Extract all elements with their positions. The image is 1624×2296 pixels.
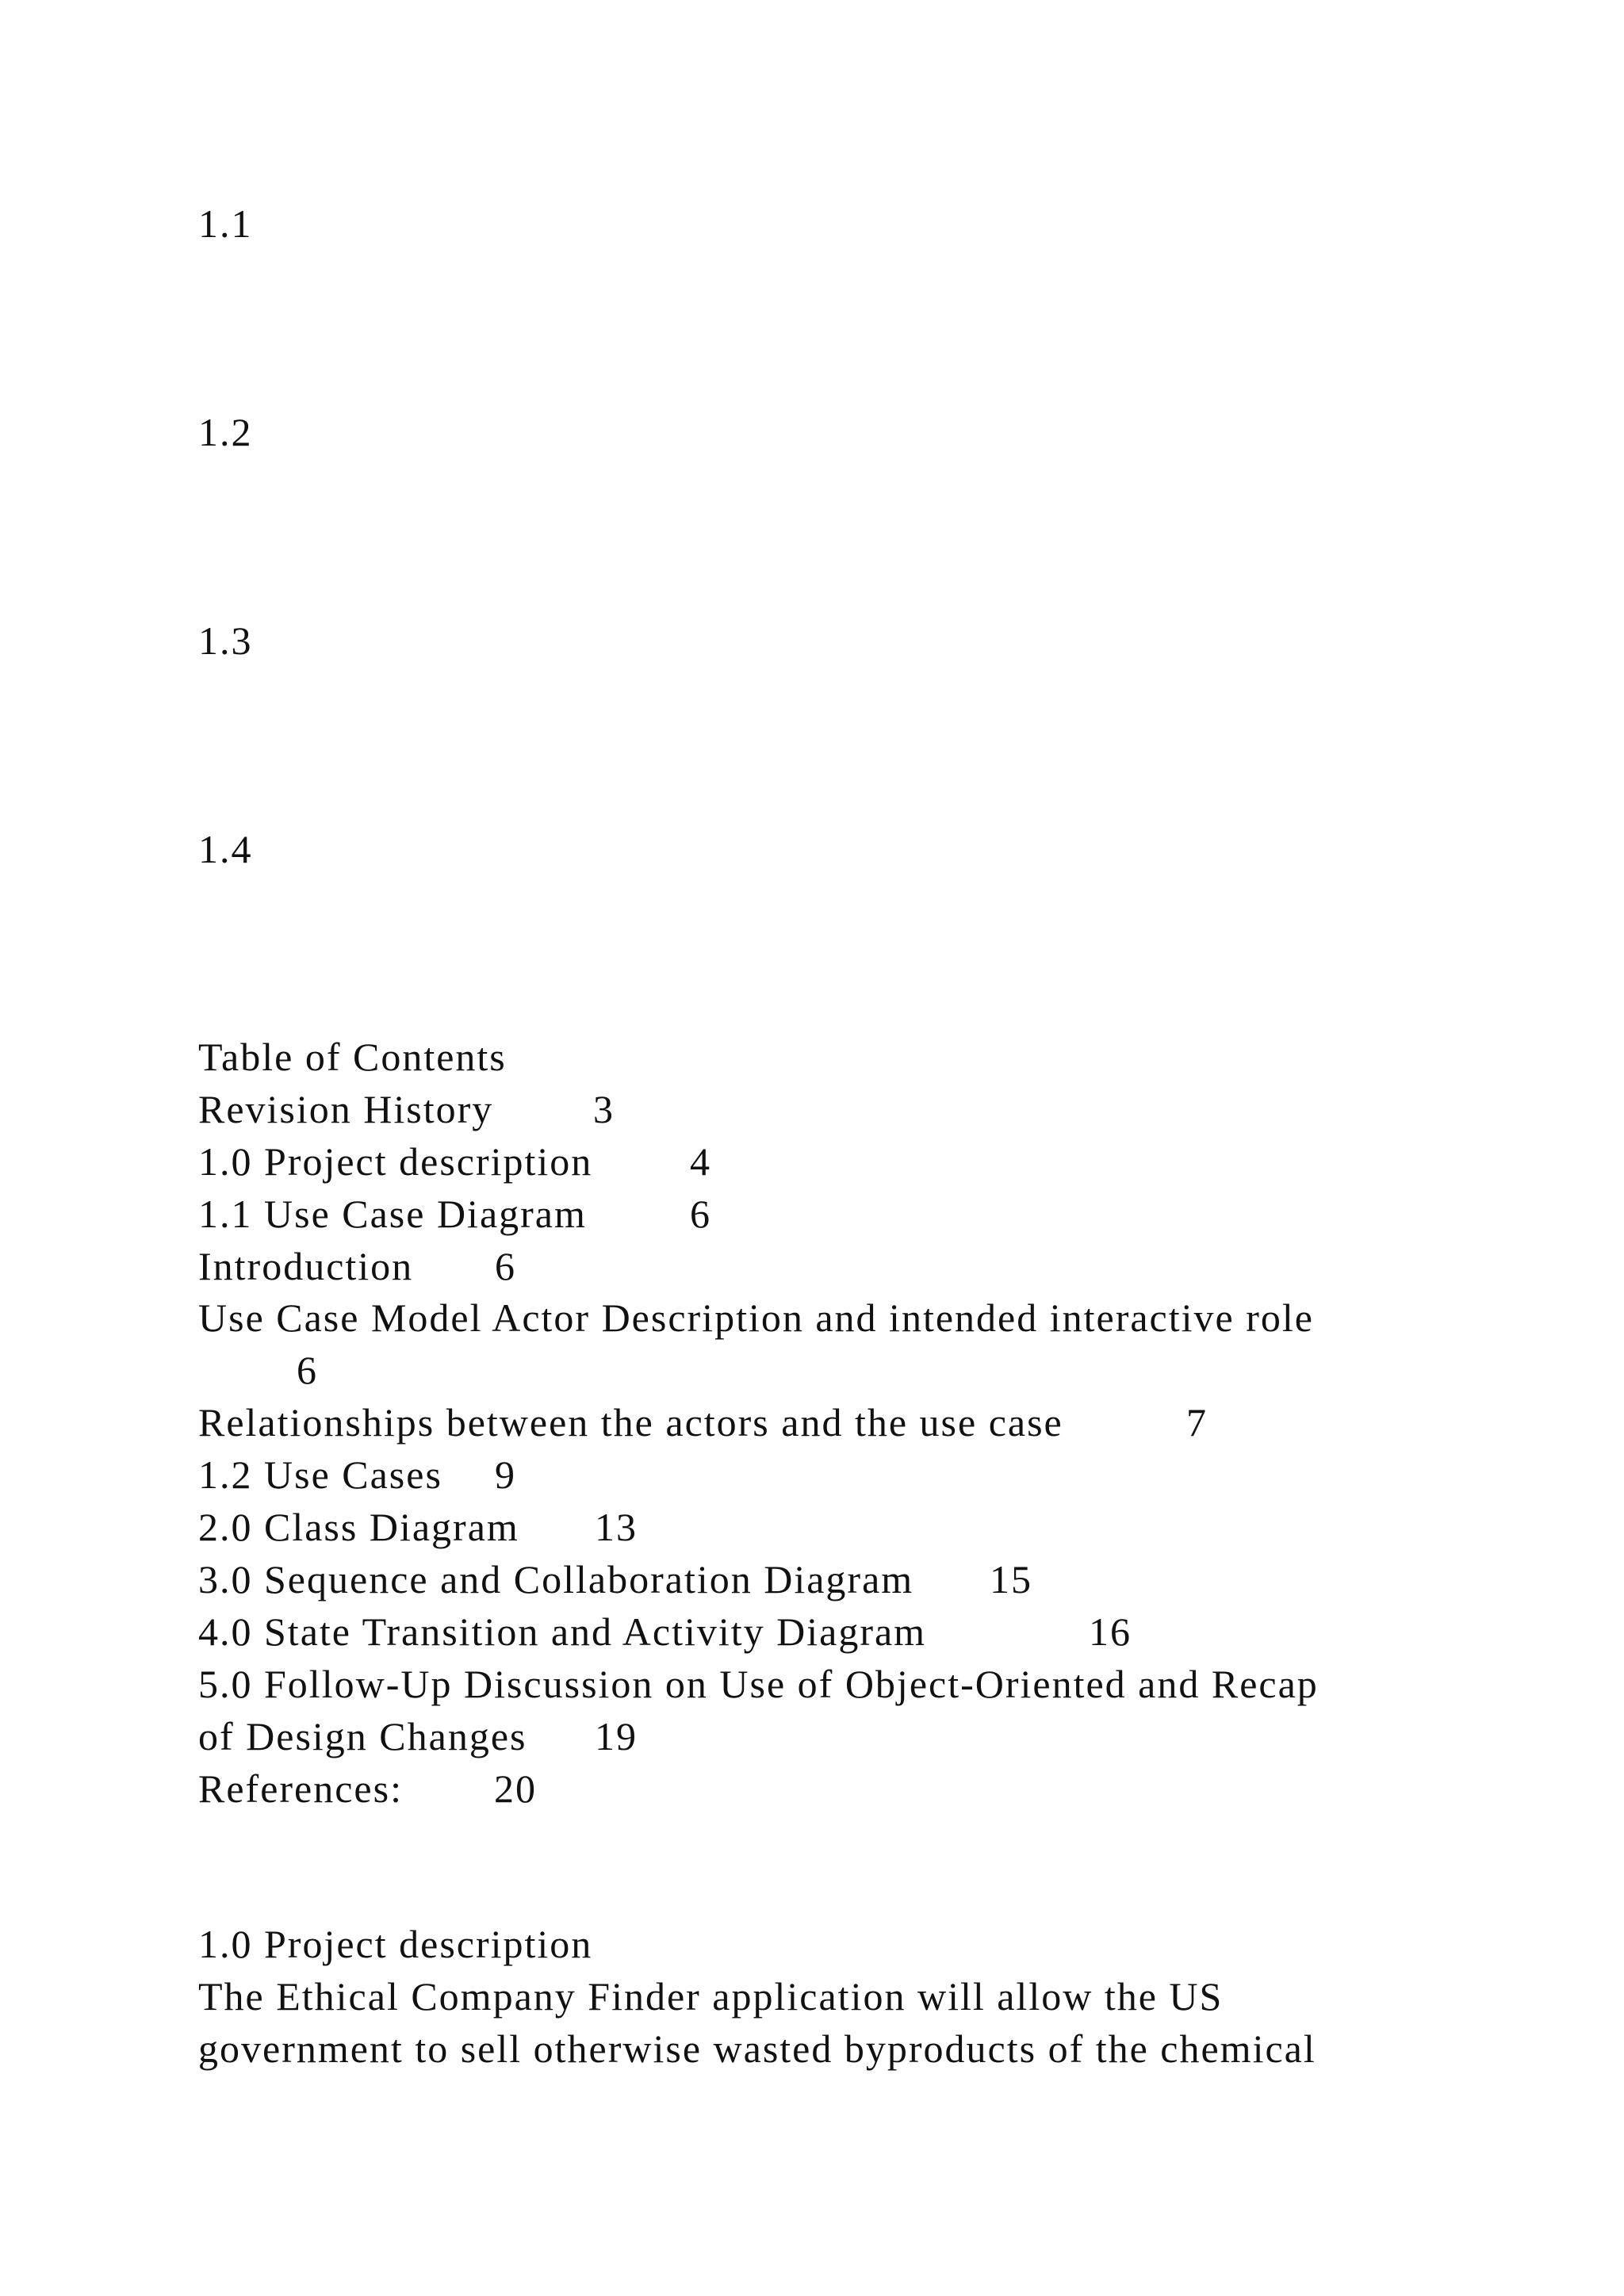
- toc-entry-page: 13: [595, 1505, 638, 1549]
- toc-entry-page: 6: [297, 1348, 318, 1392]
- toc-entry-label: References:: [198, 1766, 403, 1811]
- toc-entry-label: 5.0 Follow-Up Discussion on Use of Object-Oriented and Recap: [198, 1662, 1319, 1706]
- outline-number-1-4: 1.4: [198, 827, 253, 871]
- toc-entry-page: 3: [593, 1087, 615, 1131]
- toc-entry-page: 6: [495, 1244, 516, 1288]
- toc-entry-label: Introduction: [198, 1244, 414, 1288]
- toc-entry-label: 1.1 Use Case Diagram: [198, 1192, 587, 1236]
- toc-entry-label: 2.0 Class Diagram: [198, 1505, 519, 1549]
- toc-entry-label: 1.2 Use Cases: [198, 1452, 442, 1497]
- toc-entry-label: Use Case Model Actor Description and intended interactive role: [198, 1295, 1314, 1340]
- section-heading: 1.0 Project description: [198, 1922, 593, 1966]
- toc-entry-page: 4: [690, 1139, 711, 1184]
- toc-entry-label: 1.0 Project description: [198, 1139, 593, 1184]
- toc-entry-page: 19: [595, 1714, 638, 1758]
- toc-entry-page: 9: [495, 1452, 516, 1497]
- toc-entry-label: Revision History: [198, 1087, 494, 1131]
- toc-entry-label: 3.0 Sequence and Collaboration Diagram: [198, 1557, 914, 1601]
- body-text-line: government to sell otherwise wasted byproducts of the chemical: [198, 2026, 1316, 2071]
- toc-entry-page: 20: [494, 1766, 537, 1811]
- toc-entry-label: of Design Changes: [198, 1714, 527, 1758]
- outline-number-1-1: 1.1: [198, 201, 253, 246]
- toc-entry-label: 4.0 State Transition and Activity Diagram: [198, 1609, 927, 1654]
- body-text-line: The Ethical Company Finder application will allow the US: [198, 1974, 1224, 2019]
- outline-number-1-3: 1.3: [198, 618, 253, 663]
- toc-entry-page: 7: [1186, 1400, 1208, 1445]
- toc-title: Table of Contents: [198, 1035, 507, 1079]
- toc-entry-page: 16: [1089, 1609, 1132, 1654]
- outline-number-1-2: 1.2: [198, 410, 253, 454]
- toc-entry-label: Relationships between the actors and the use case: [198, 1400, 1063, 1445]
- toc-entry-page: 6: [690, 1192, 711, 1236]
- toc-entry-page: 15: [990, 1557, 1032, 1601]
